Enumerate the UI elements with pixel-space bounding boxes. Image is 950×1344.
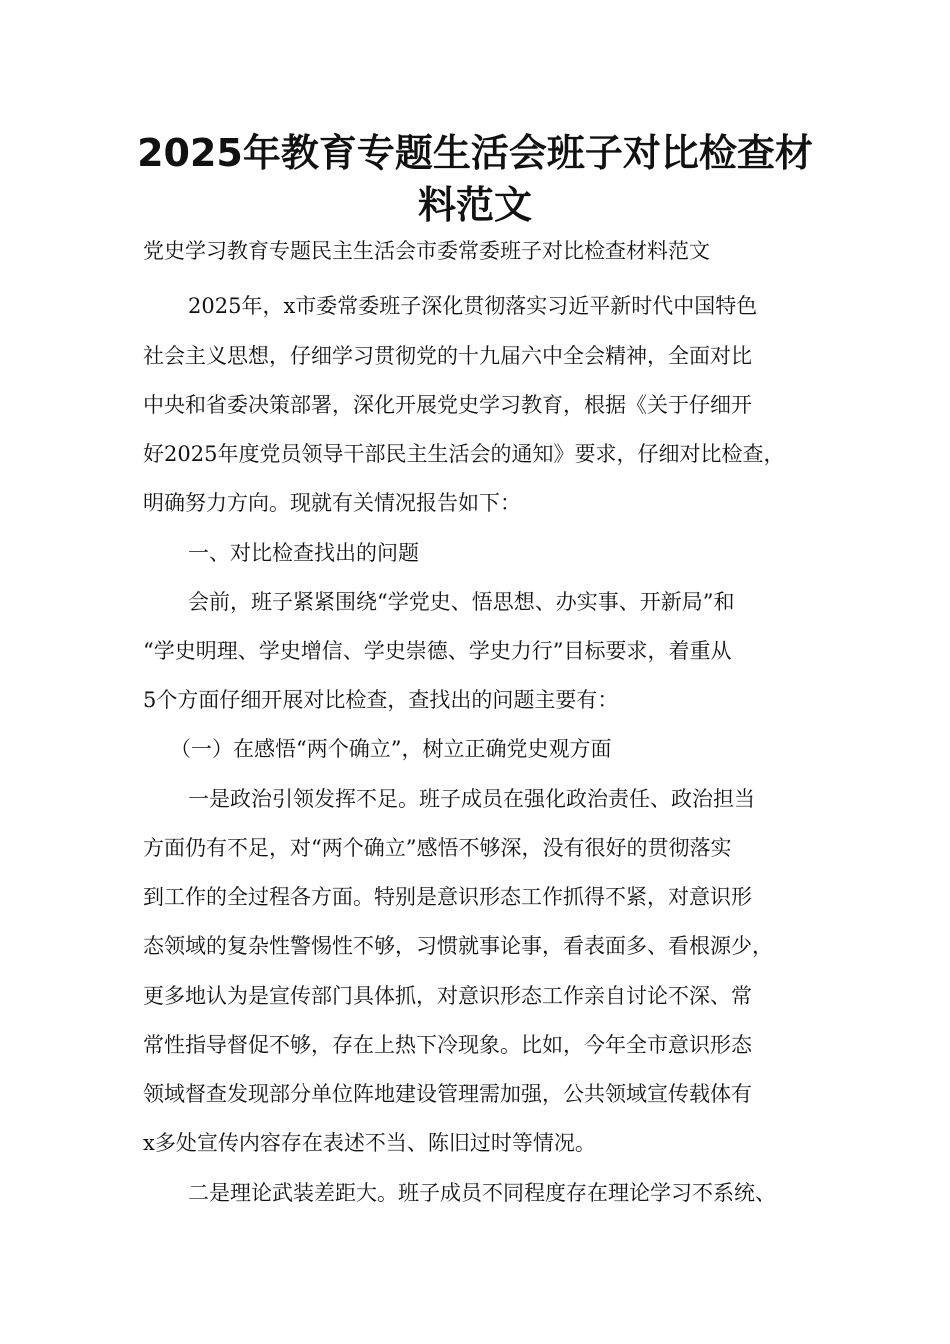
subsection-heading: （一）在感悟“两个确立”，树立正确党史观方面 (170, 737, 612, 761)
paragraph-line: 更多地认为是宣传部门具体抓，对意识形态工作亲自讨论不深、常 (143, 984, 752, 1008)
paragraph-line: 二是理论武装差距大。班子成员不同程度存在理论学习不系统、 (188, 1181, 776, 1205)
paragraph-line: 社会主义思想，仔细学习贯彻党的十九届六中全会精神，全面对比 (143, 344, 752, 368)
paragraph-line: 一是政治引领发挥不足。班子成员在强化政治责任、政治担当 (188, 787, 755, 811)
paragraph-line: 到工作的全过程各方面。特别是意识形态工作抓得不紧，对意识形 (143, 885, 752, 909)
paragraph-line: “学史明理、学史增信、学史崇德、学史力行”目标要求，着重从 (143, 639, 732, 663)
paragraph-line: 领域督查发现部分单位阵地建设管理需加强，公共领域宣传载体有 (143, 1082, 752, 1106)
paragraph-line: 2025年，x市委常委班子深化贯彻落实习近平新时代中国特色 (188, 294, 758, 318)
document-subtitle: 党史学习教育专题民主生活会市委常委班子对比检查材料范文 (143, 239, 710, 263)
paragraph-line: 5个方面仔细开展对比检查，查找出的问题主要有： (143, 688, 619, 712)
document-title-line-2: 料范文 (417, 183, 532, 227)
paragraph-line: 常性指导督促不够，存在上热下冷现象。比如，今年全市意识形态 (143, 1033, 752, 1057)
paragraph-line: 方面仍有不足，对“两个确立”感悟不够深，没有很好的贯彻落实 (143, 836, 732, 860)
paragraph-line: 明确努力方向。现就有关情况报告如下： (143, 491, 521, 515)
paragraph-line: x多处宣传内容存在表述不当、陈旧过时等情况。 (143, 1131, 596, 1155)
paragraph-line: 会前，班子紧紧围绕“学党史、悟思想、办实事、开新局”和 (188, 590, 735, 614)
paragraph-line: 中央和省委决策部署，深化开展党史学习教育，根据《关于仔细开 (143, 393, 752, 417)
section-heading: 一、对比检查找出的问题 (188, 541, 419, 565)
paragraph-line: 好2025年度党员领导干部民主生活会的通知》要求，仔细对比检查， (143, 442, 785, 466)
document-title-line-1: 2025年教育专题生活会班子对比检查材 (137, 131, 813, 175)
paragraph-line: 态领域的复杂性警惕性不够，习惯就事论事，看表面多、看根源少， (143, 934, 773, 958)
